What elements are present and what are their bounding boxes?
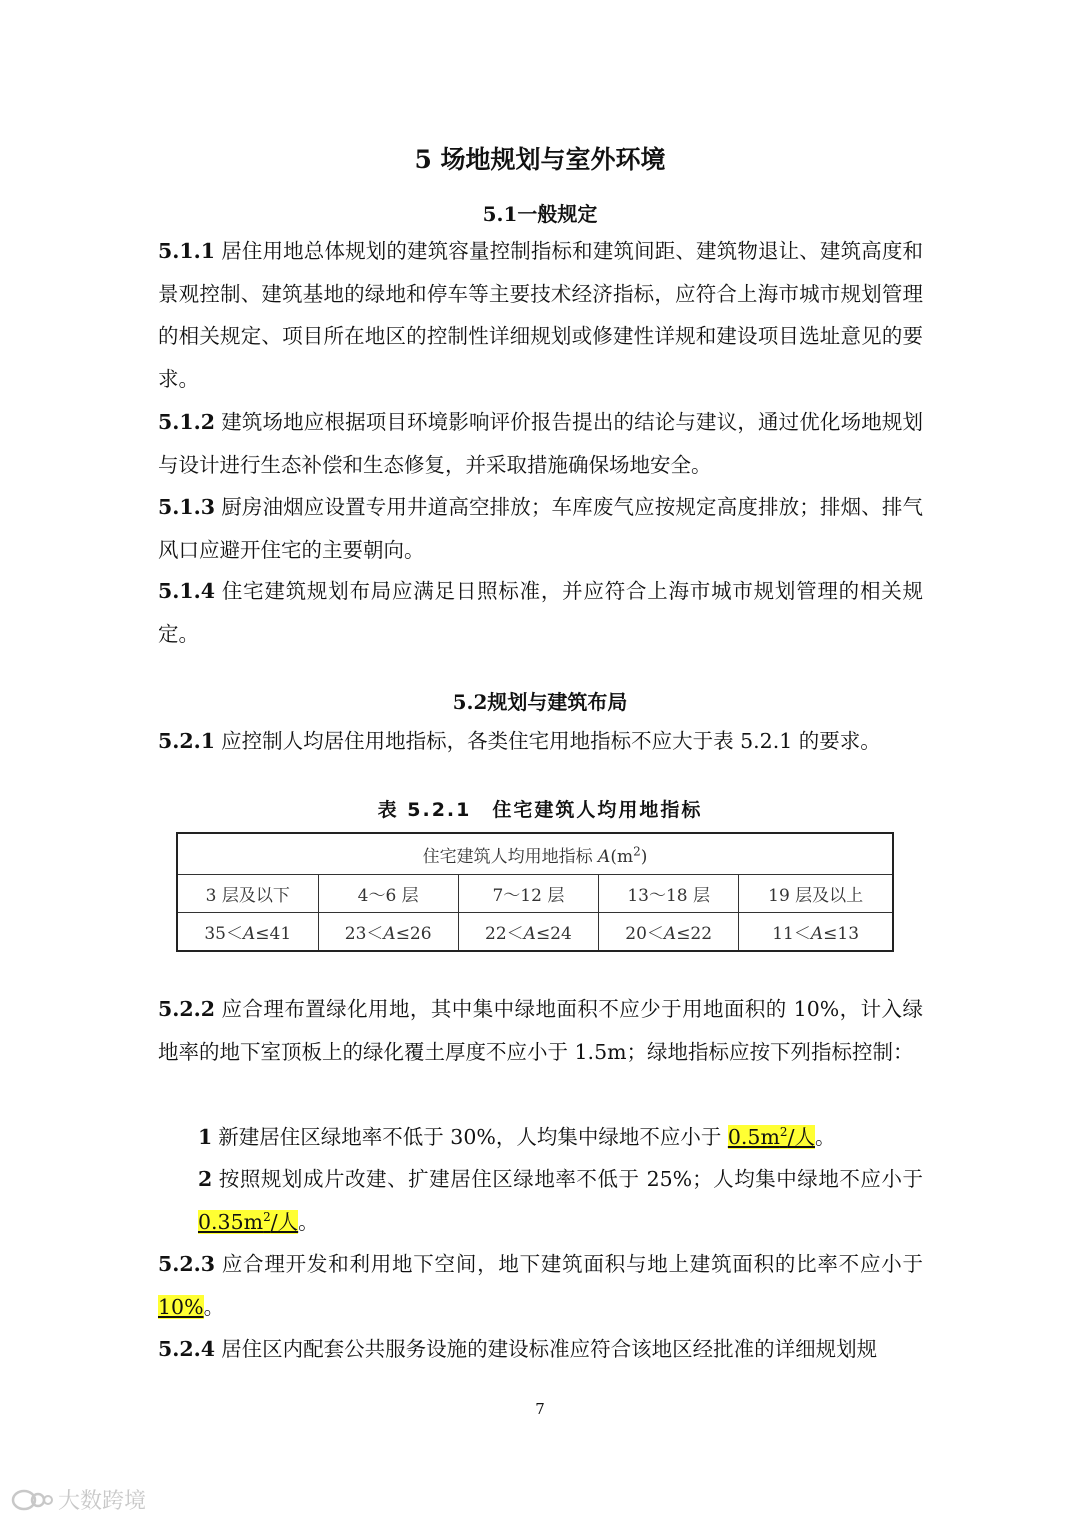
- column-header: 3 层及以下: [177, 875, 318, 913]
- section-title-5-2: 5.2规划与建筑布局: [452, 690, 628, 714]
- cell-right: ≤22: [676, 924, 713, 944]
- paragraph-5-1-3: [158, 486, 923, 571]
- clause-text: 厨房油烟应设置专用井道高空排放；车库废气应按规定高度排放；排烟、排气风口应避开住宅的主要朝向。: [158, 495, 923, 562]
- chapter-title: 5 场地规划与室外环境: [414, 145, 666, 174]
- cell-left: 22＜: [485, 924, 524, 944]
- item-text: 按照规划成片改建、扩建居住区绿地率不低于 25%；人均集中绿地不应小于: [218, 1167, 923, 1191]
- highlighted-value: [728, 1125, 815, 1149]
- watermark-logo-icon: [10, 1487, 54, 1513]
- watermark: [10, 1484, 146, 1515]
- hl-tail: /人: [270, 1209, 299, 1234]
- column-header: 13～18 层: [599, 875, 739, 913]
- table-header-unit: (m: [610, 846, 634, 867]
- paragraph-5-1-1: [158, 230, 923, 400]
- table-header-text: 住宅建筑人均用地指标: [422, 846, 599, 867]
- table-caption: 表 5.2.1 住宅建筑人均用地指标: [377, 799, 703, 821]
- highlighted-value: 10%: [158, 1294, 204, 1319]
- table-header-row: [177, 833, 893, 875]
- cell-left: 20＜: [625, 924, 664, 944]
- clause-text: 应合理开发和利用地下空间，地下建筑面积与地上建筑面积的比率不应小于: [221, 1252, 923, 1276]
- clause-number: 5.1.4: [158, 579, 216, 603]
- paragraph-5-2-1: [158, 720, 923, 763]
- item-number: 1: [198, 1125, 213, 1149]
- clause-text: 居住区内配套公共服务设施的建设标准应符合该地区经批准的详细规划规: [221, 1337, 878, 1361]
- paragraph-5-2-3: [158, 1243, 923, 1328]
- cell-var: A: [523, 924, 536, 944]
- list-item-1: [158, 1116, 923, 1159]
- clause-text: 居住用地总体规划的建筑容量控制指标和建筑间距、建筑物退让、建筑高度和景观控制、建筑基地的绿地和停车等主要技术经济指标，应符合上海市城市规划管理的相关规定、项目所在地区的控制性详细规划或修建性详规和建设项目选址意见的要求。: [158, 239, 923, 391]
- cell-left: 11＜: [772, 924, 811, 944]
- table-header-cell: [177, 833, 893, 875]
- cell-right: ≤41: [255, 924, 292, 944]
- clause-number: 5.2.2: [158, 997, 216, 1021]
- clause-number: 5.1.2: [158, 410, 216, 434]
- clause-text: 应控制人均居住用地指标，各类住宅用地指标不应大于表 5.2.1 的要求。: [221, 729, 881, 753]
- cell-var: A: [663, 924, 677, 944]
- clause-text: 住宅建筑规划布局应满足日照标准，并应符合上海市城市规划管理的相关规定。: [158, 579, 923, 646]
- table-header-close: ): [640, 846, 648, 867]
- clause-text: 建筑场地应根据项目环境影响评价报告提出的结论与建议，通过优化场地规划与设计进行生态补偿和生态修复，并采取措施确保场地安全。: [158, 410, 923, 477]
- clause-number: 5.2.4: [158, 1337, 216, 1361]
- clause-number: 5.1.1: [158, 239, 216, 263]
- item-end: 。: [298, 1209, 319, 1234]
- table-column-row: [177, 875, 893, 913]
- cell-left: 23＜: [344, 924, 384, 944]
- item-text: 新建居住区绿地率不低于 30%，人均集中绿地不应小于: [218, 1125, 728, 1149]
- hl-sup: 2: [779, 1125, 788, 1140]
- item-end: 。: [814, 1125, 836, 1149]
- cell-var: A: [243, 924, 256, 944]
- column-header: 4～6 层: [318, 875, 458, 913]
- watermark-text: 大数跨境: [58, 1489, 147, 1514]
- table-header-sup: 2: [633, 843, 641, 858]
- table-row: [177, 913, 893, 952]
- paragraph-5-1-4: [158, 570, 923, 655]
- clause-number: 5.2.1: [158, 729, 216, 753]
- cell-right: ≤24: [535, 924, 572, 944]
- table-cell: [739, 913, 893, 952]
- table-cell: [458, 913, 598, 952]
- hl-main: 0.35m: [198, 1209, 264, 1234]
- cell-left: 35＜: [204, 924, 243, 944]
- page-number: 7: [535, 1400, 545, 1418]
- column-header: 19 层及以上: [739, 875, 893, 913]
- cell-right: ≤26: [395, 924, 432, 944]
- section-title-5-1: 5.1一般规定: [482, 202, 598, 226]
- cell-right: ≤13: [823, 924, 860, 944]
- hl-main: 0.5m: [727, 1125, 780, 1149]
- cell-var: A: [383, 924, 396, 944]
- land-use-index-table: [176, 832, 894, 952]
- clause-text: 应合理布置绿化用地，其中集中绿地面积不应少于用地面积的 10%，计入绿地率的地下室顶板上的绿化覆土厚度不应小于 1.5m；绿地指标应按下列指标控制：: [158, 997, 923, 1064]
- paragraph-5-2-4: [158, 1328, 923, 1371]
- clause-number: 5.2.3: [158, 1252, 216, 1276]
- cell-var: A: [810, 924, 824, 944]
- list-item-2: [158, 1158, 923, 1243]
- table-cell: [318, 913, 458, 952]
- hl-tail: /人: [787, 1125, 815, 1149]
- item-number: 2: [198, 1167, 213, 1191]
- highlighted-value: [198, 1210, 298, 1234]
- paragraph-5-1-2: [158, 401, 923, 486]
- paragraph-5-2-2: [158, 988, 923, 1073]
- table-cell: [599, 913, 739, 952]
- hl-sup: 2: [263, 1209, 271, 1224]
- clause-number: 5.1.3: [158, 495, 216, 519]
- table-header-var: A: [598, 846, 611, 867]
- column-header: 7～12 层: [458, 875, 598, 913]
- clause-end: 。: [203, 1294, 225, 1319]
- table-cell: [177, 913, 318, 952]
